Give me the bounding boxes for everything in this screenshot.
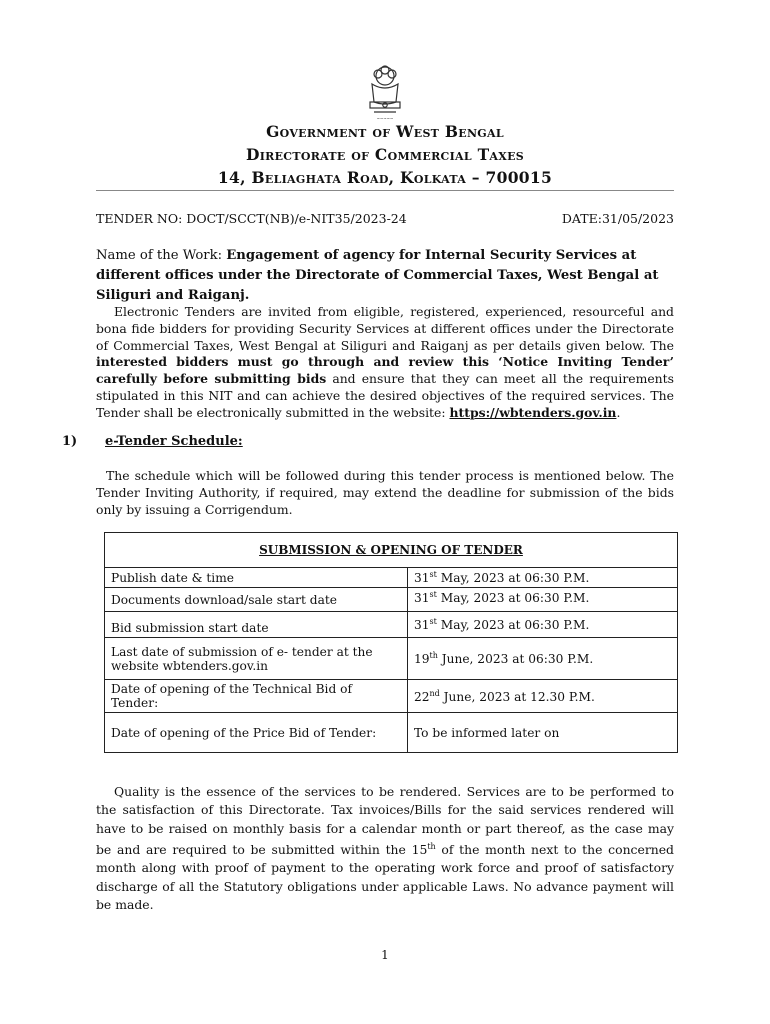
schedule-label: Documents download/sale start date [105, 588, 408, 612]
schedule-value: 19th June, 2023 at 06:30 P.M. [408, 638, 678, 680]
tender-reference: TENDER NO: DOCT/SCCT(NB)/e-NIT35/2023-24 [96, 211, 407, 226]
svg-text:~~~~~: ~~~~~ [376, 116, 394, 121]
schedule-label: Last date of submission of e- tender at the website wbtenders.gov.in [105, 638, 408, 680]
table-row [105, 568, 678, 588]
schedule-label: Publish date & time [105, 568, 408, 588]
quality-text-b: of the month next to the concerned month along with proof of payment to the operating work force and proof of satisfactory discharge of all the Statutory obligations under applicable Laws. No advance payment will be made. [96, 842, 674, 912]
header-divider [96, 190, 674, 191]
table-row [105, 680, 678, 713]
schedule-value: 31st May, 2023 at 06:30 P.M. [408, 568, 678, 588]
schedule-header-row [105, 533, 678, 568]
work-label: Name of the Work: [96, 248, 227, 263]
section-number: 1) [62, 434, 78, 449]
schedule-label: Date of opening of the Price Bid of Tender: [105, 713, 408, 753]
wbtenders-link[interactable]: https://wbtenders.gov.in [449, 404, 617, 420]
schedule-table [104, 532, 678, 753]
schedule-value: To be informed later on [408, 713, 678, 753]
schedule-intro: The schedule which will be followed during this tender process is mentioned below. The Tender Inviting Authority, if required, may extend the deadline for submission of the bids only by issuing a Corrigendum. [96, 468, 674, 517]
quality-text-a: Quality is the essence of the services to be rendered. Services are to be performed to the satisfaction of this Directorate. Tax invoices/Bills for the said services rendered will have to be raised on monthly basis for a calendar month or part thereof, as the case may be and are required to be submitted within the 15 [96, 784, 674, 858]
quality-sup: th [427, 841, 436, 851]
intro-paragraph [96, 304, 674, 422]
schedule-value: 22nd June, 2023 at 12.30 P.M. [408, 680, 678, 713]
table-row [105, 588, 678, 612]
address-line: 14, Beliaghata Road, Kolkata – 700015 [217, 168, 553, 187]
table-row [105, 612, 678, 638]
state-emblem-icon [360, 62, 410, 124]
section-title: e-Tender Schedule: [105, 434, 243, 449]
schedule-label: Date of opening of the Technical Bid of Tender: [105, 680, 408, 713]
intro-text-a: Electronic Tenders are invited from eligible, registered, experienced, resourceful and bona fide bidders for providing Security Services at different offices under the Directorate of Commercial Taxes, West Bengal at Siliguri and Raiganj as per details given below. The [96, 304, 674, 353]
page-number: 1 [381, 948, 389, 962]
intro-end: . [616, 404, 621, 420]
quality-paragraph [96, 783, 674, 914]
schedule-value: 31st May, 2023 at 06:30 P.M. [408, 588, 678, 612]
work-title [96, 246, 676, 306]
schedule-heading: SUBMISSION & OPENING OF TENDER [105, 533, 678, 568]
tender-date: DATE:31/05/2023 [561, 211, 674, 226]
intro-text-b: and ensure that they can meet all the requirements stipulated in this NIT and can achieve the desired objectives of the required services. The Tender shall be electronically submitted in the website: [96, 371, 675, 420]
intro-bold: interested bidders must go through and review this ‘Notice Inviting Tender’ carefully before submitting bids [96, 354, 674, 387]
directorate-title: Directorate of Commercial Taxes [245, 145, 525, 164]
work-description: Engagement of agency for Internal Security Services at different offices under the Directorate of Commercial Taxes, West Bengal at Siliguri and Raiganj. [96, 248, 659, 303]
table-row [105, 713, 678, 753]
gov-title: Government of West Bengal [266, 122, 504, 141]
table-row [105, 638, 678, 680]
schedule-value: 31st May, 2023 at 06:30 P.M. [408, 612, 678, 638]
schedule-label: Bid submission start date [105, 612, 408, 638]
